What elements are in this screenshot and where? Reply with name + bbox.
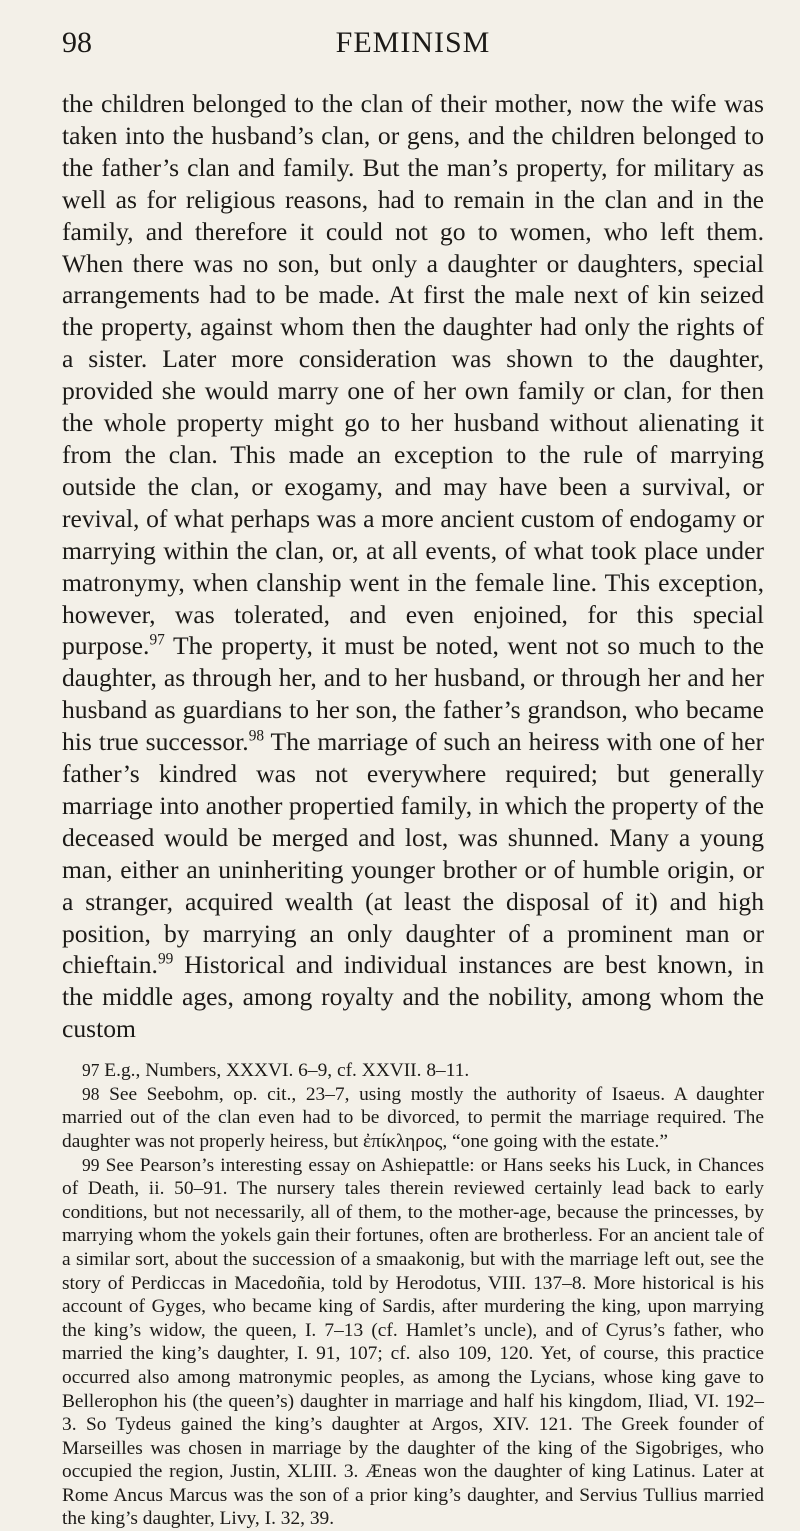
footnote-number: 98 (82, 1083, 100, 1104)
footnote-text: See Pearson’s interesting essay on Ashiepattle: or Hans seeks his Luck, in Chances of Death, ii. 50–91. The nursery tales therein reviewed certainly lead back to early conditions, but not necessarily, all of them, to the mother-age, because the princesses, by marrying whom the yokels gain their fortunes, often are brotherless. For an ancient tale of a similar sort, about the succession of a smaakonig, but with the marriage left out, see the story of Perdiccas in Macedoñia, told by Herodotus, VIII. 137–8. More historical is his account of Gyges, who became king of Sardis, after murdering the king, upon marrying the king’s widow, the queen, I. 7–13 (cf. Hamlet’s uncle), and of Cyrus’s father, who married the king’s daughter, I. 91, 107; cf. also 109, 120. Yet, of course, this practice occurred also among matronymic peoples, as among the Lycians, whose king gave to Bellerophon his (the queen’s) daughter in marriage and half his kingdom, Iliad, VI. 192–3. So Tydeus gained the king’s daughter at Argos, XIV. 121. The Greek founder of Marseilles was chosen in marriage by the daughter of the king of the Sigobriges, who occupied the region, Justin, XLIII. 3. Æneas won the daughter of king Latinus. Later at Rome Ancus Marcus was the son of a prior king’s daughter, and Servius Tullius married the king’s daughter, Livy, I. 32, 39. (62, 1154, 764, 1530)
footnotes (62, 1059, 764, 1531)
footnote-number: 99 (82, 1154, 100, 1175)
footnote-text: E.g., Numbers, XXXVI. 6–9, cf. XXVII. 8–11. (104, 1060, 470, 1082)
body-text-part-1: the children belonged to the clan of their mother, now the wife was taken into the husband’s clan, or gens, and the children belonged to the father’s clan and family. But the man’s property, for military as well as for religious reasons, had to remain in the clan and in the family, and therefore it could not go to women, who left them. When there was no son, but only a daughter or daughters, special arrangements had to be made. At first the male next of kin seized the property, against whom then the daughter had only the rights of a sister. Later more consideration was shown to the daughter, provided she would marry one of her own family or clan, for then the whole property might go to her husband without alienating it from the clan. This made an exception to the rule of marrying outside the clan, or exogamy, and may have been a survival, or revival, of what perhaps was a more ancient custom of endogamy or marrying within the clan, or, at all events, of what took place under matronymy, when clanship went in the female line. This exception, however, was tolerated, and even enjoined, for this special purpose. (62, 89, 764, 661)
body-text-part-2: The property, it must be noted, went not so much to the daughter, as through her, and to her husband, or through her and her husband as guardians to her son, the father’s grandson, who became his true successor. (62, 631, 764, 757)
footnote-ref-97[interactable]: 97 (149, 631, 165, 649)
body-text-part-3: The marriage of such an heiress with one of her father’s kindred was not everywhere required; but generally marriage into another propertied family, in which the property of the deceased would be merged and lost, was shunned. Many a young man, either an uninheriting younger brother or of humble origin, or a stranger, acquired wealth (at least the disposal of it) and high position, by marrying an only daughter of a prominent man or chieftain. (62, 727, 764, 980)
footnote-text: See Seebohm, op. cit., 23–7, using mostly the authority of Isaeus. A daughter married out of the clan even had to be divorced, to permit the marriage required. The daughter was not properly heiress, but ἐπίκληρος, “one going with the estate.” (62, 1083, 765, 1152)
footnote-number: 97 (82, 1060, 100, 1081)
running-title: FEMINISM (335, 26, 491, 59)
running-head (62, 26, 764, 66)
body-text-part-4: Historical and individual instances are best known, in the middle ages, among royalty and the nobility, among whom the custom (62, 950, 764, 1044)
footnote-97 (62, 1059, 764, 1083)
footnote-99 (62, 1154, 764, 1531)
footnote-ref-99[interactable]: 99 (157, 950, 174, 968)
page-number: 98 (62, 26, 92, 59)
footnote-98 (62, 1083, 764, 1154)
footnote-ref-98[interactable]: 98 (248, 727, 265, 745)
body-paragraph (62, 88, 764, 1045)
